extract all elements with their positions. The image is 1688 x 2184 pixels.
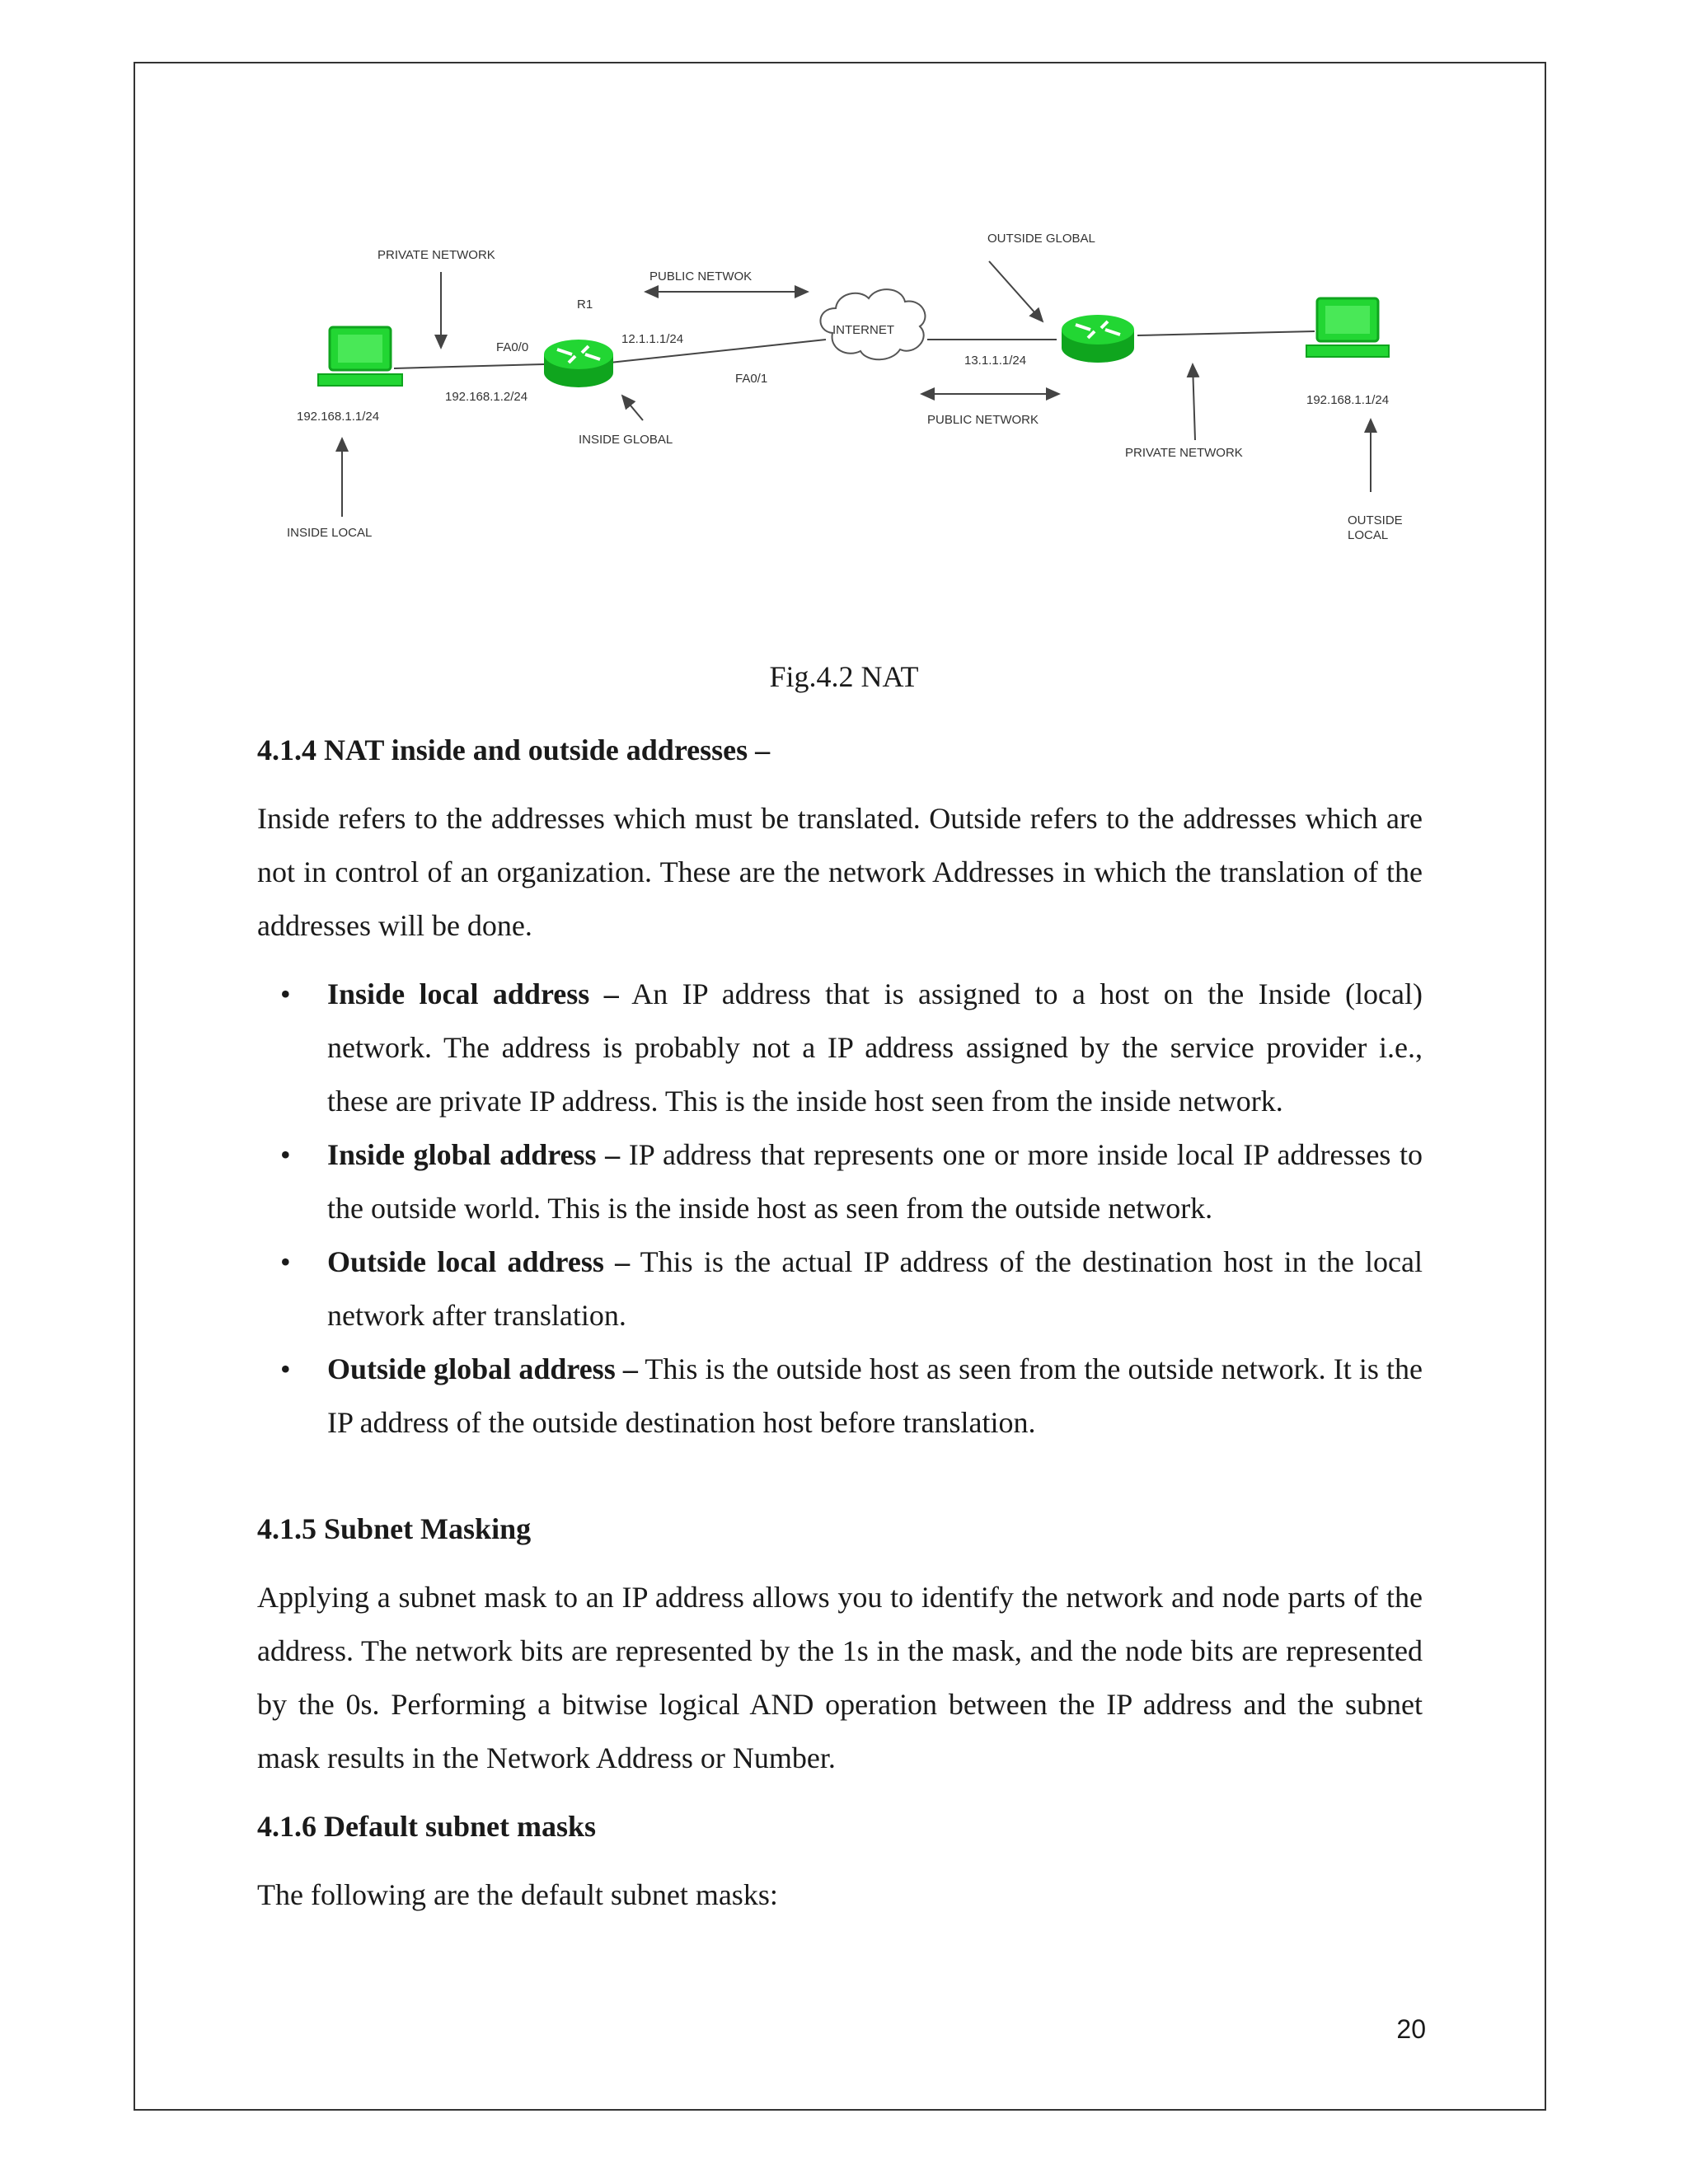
label-fa01: FA0/1	[735, 372, 768, 386]
heading-4-1-5: 4.1.5 Subnet Masking	[257, 1512, 532, 1545]
label-outside-global: OUTSIDE GLOBAL	[987, 232, 1095, 246]
term-inside-local: Inside local address –	[327, 977, 619, 1010]
label-ip-left-pc: 192.168.1.1/24	[297, 410, 380, 424]
list-item	[257, 1343, 1423, 1450]
label-ip-router-inside: 192.168.1.2/24	[445, 390, 528, 404]
bullet-mark: •	[280, 1138, 291, 1171]
label-outside-local-2: LOCAL	[1348, 528, 1389, 542]
bullet-mark: •	[280, 1352, 291, 1385]
label-ip-12: 12.1.1.1/24	[621, 332, 684, 346]
definition-inside-local: An IP address that is assigned to a host on the Inside (local) network. The address is probably not a IP address assigned by the service provider i.e., these are private IP address. This is the inside host seen from the inside network.	[327, 977, 1423, 1118]
label-r1: R1	[577, 298, 593, 312]
definition-inside-global: IP address that represents one or more inside local IP addresses to the outside world. This is the inside host as seen from the outside network.	[327, 1138, 1423, 1225]
paragraph-inside-outside: Inside refers to the addresses which must be translated. Outside refers to the addresses which are not in control of an organization. These are the network Addresses in which the translation of the addresses will be done.	[257, 802, 1423, 942]
label-fa00: FA0/0	[496, 340, 529, 354]
term-outside-local: Outside local address –	[327, 1245, 631, 1278]
term-inside-global: Inside global address –	[327, 1138, 621, 1171]
definition-outside-global: This is the outside host as seen from the outside network. It is the IP address of the outside destination host before translation.	[327, 1352, 1423, 1439]
heading-4-1-6: 4.1.6 Default subnet masks	[257, 1810, 597, 1843]
label-public-netwok: PUBLIC NETWOK	[649, 269, 753, 284]
paragraph-default-masks: The following are the default subnet masks:	[257, 1878, 778, 1911]
arrow-private-network-right	[1193, 364, 1195, 440]
paragraph-subnet-masking: Applying a subnet mask to an IP address allows you to identify the network and node parts of the address. The network bits are represented by the 1s in the mask, and the node bits are represented by the 0s. Performing a bitwise logical AND operation between the IP address and the subnet mask results in the Network Address or Number.	[257, 1581, 1423, 1774]
link-r2-right-pc	[1137, 331, 1315, 335]
spacer	[257, 1450, 1423, 1502]
heading-4-1-4: 4.1.4 NAT inside and outside addresses –	[257, 733, 771, 766]
arrow-inside-global	[622, 396, 643, 420]
list-item	[257, 968, 1423, 1128]
arrow-outside-global	[989, 261, 1043, 321]
term-outside-global: Outside global address –	[327, 1352, 638, 1385]
right-computer-icon	[1306, 298, 1389, 357]
label-inside-global: INSIDE GLOBAL	[579, 433, 673, 447]
label-private-network-left: PRIVATE NETWORK	[377, 248, 495, 262]
page-number: 20	[1396, 2014, 1426, 2044]
list-item	[257, 1235, 1423, 1343]
bullet-mark: •	[280, 1245, 291, 1278]
bullet-mark: •	[280, 977, 291, 1010]
router-r2-icon	[1062, 315, 1134, 363]
figure-caption: Fig.4.2 NAT	[769, 660, 919, 693]
router-r1-icon	[544, 340, 613, 387]
label-ip-right-pc: 192.168.1.1/24	[1306, 393, 1390, 407]
nat-diagram	[272, 216, 1442, 562]
address-types-list	[257, 968, 1423, 1450]
link-left-pc-r1	[394, 364, 544, 368]
document-body	[257, 724, 1423, 1937]
label-outside-local-1: OUTSIDE	[1348, 513, 1403, 527]
list-item	[257, 1128, 1423, 1235]
label-internet: INTERNET	[832, 323, 894, 337]
label-inside-local: INSIDE LOCAL	[287, 526, 373, 540]
left-computer-icon	[318, 327, 402, 386]
definition-outside-local: This is the actual IP address of the destination host in the local network after translation.	[327, 1245, 1423, 1332]
label-public-network: PUBLIC NETWORK	[927, 413, 1039, 427]
label-private-network-right: PRIVATE NETWORK	[1125, 446, 1243, 460]
label-ip-13: 13.1.1.1/24	[964, 354, 1027, 368]
